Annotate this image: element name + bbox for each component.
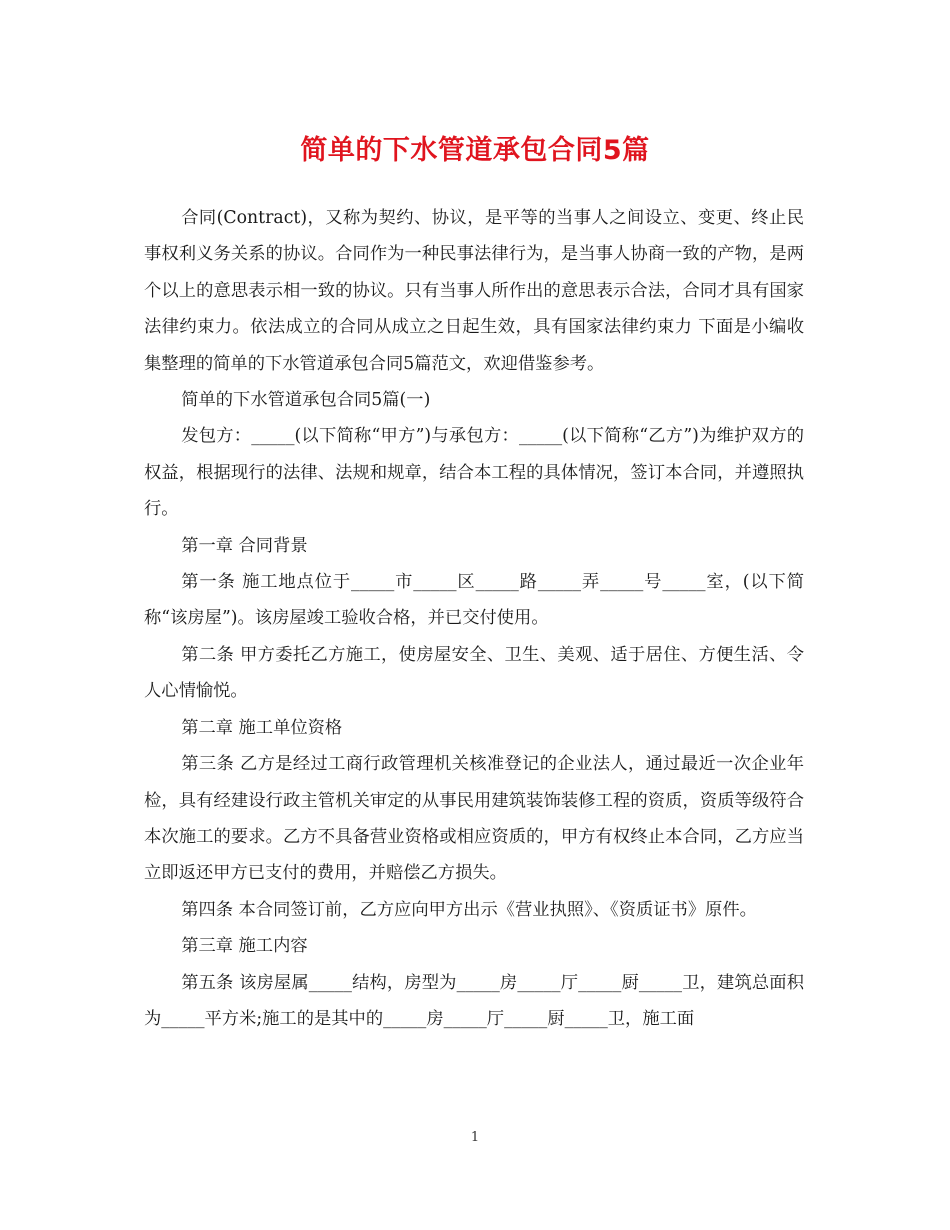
document-body xyxy=(144,200,804,1037)
article-2: 第二条 甲方委托乙方施工，使房屋安全、卫生、美观、适于居住、方便生活、令人心情愉悦。 xyxy=(144,644,804,702)
document-title: 简单的下水管道承包合同5篇 xyxy=(300,135,650,166)
page-number: 1 xyxy=(470,1130,480,1145)
paragraph-parties: 发包方：_____(以下简称“甲方”)与承包方：_____(以下简称“乙方”)为维护双方的权益，根据现行的法律、法规和规章，结合本工程的具体情况，签订本合同，并遵照执行。 xyxy=(144,426,804,520)
paragraph-intro: 合同(Contract)，又称为契约、协议，是平等的当事人之间设立、变更、终止民事权利义务关系的协议。合同作为一种民事法律行为，是当事人协商一致的产物，是两个以上的意思表示相一致的协议。只有当事人所作出的意思表示合法，合同才具有国家法律约束力。依法成立的合同从成立之日起生效，具有国家法律约束力 下面是小编收集整理的简单的下水管道承包合同5篇范文，欢迎借鉴参考。 xyxy=(144,208,804,374)
article-1: 第一条 施工地点位于_____市_____区_____路_____弄_____号_____室，(以下简称“该房屋”)。该房屋竣工验收合格，并已交付使用。 xyxy=(144,572,804,629)
paragraph-subtitle: 简单的下水管道承包合同5篇(一) xyxy=(181,390,431,411)
chapter-heading-3: 第三章 施工内容 xyxy=(181,936,308,957)
article-3: 第三条 乙方是经过工商行政管理机关核准登记的企业法人，通过最近一次企业年检，具有经建设行政主管机关审定的从事民用建筑装饰装修工程的资质，资质等级符合本次施工的要求。乙方不具备营业资格或相应资质的，甲方有权终止本合同，乙方应当立即返还甲方已支付的费用，并赔偿乙方损失。 xyxy=(144,754,804,884)
chapter-heading-1: 第一章 合同背景 xyxy=(181,535,308,556)
chapter-heading-2: 第二章 施工单位资格 xyxy=(181,717,343,738)
article-4: 第四条 本合同签订前，乙方应向甲方出示《营业执照》、《资质证书》原件。 xyxy=(181,899,757,920)
article-5: 第五条 该房屋属_____结构，房型为_____房_____厅_____厨_____卫，建筑总面积为_____平方米;施工的是其中的_____房_____厅_____厨_____卫，施工面 xyxy=(144,972,804,1029)
